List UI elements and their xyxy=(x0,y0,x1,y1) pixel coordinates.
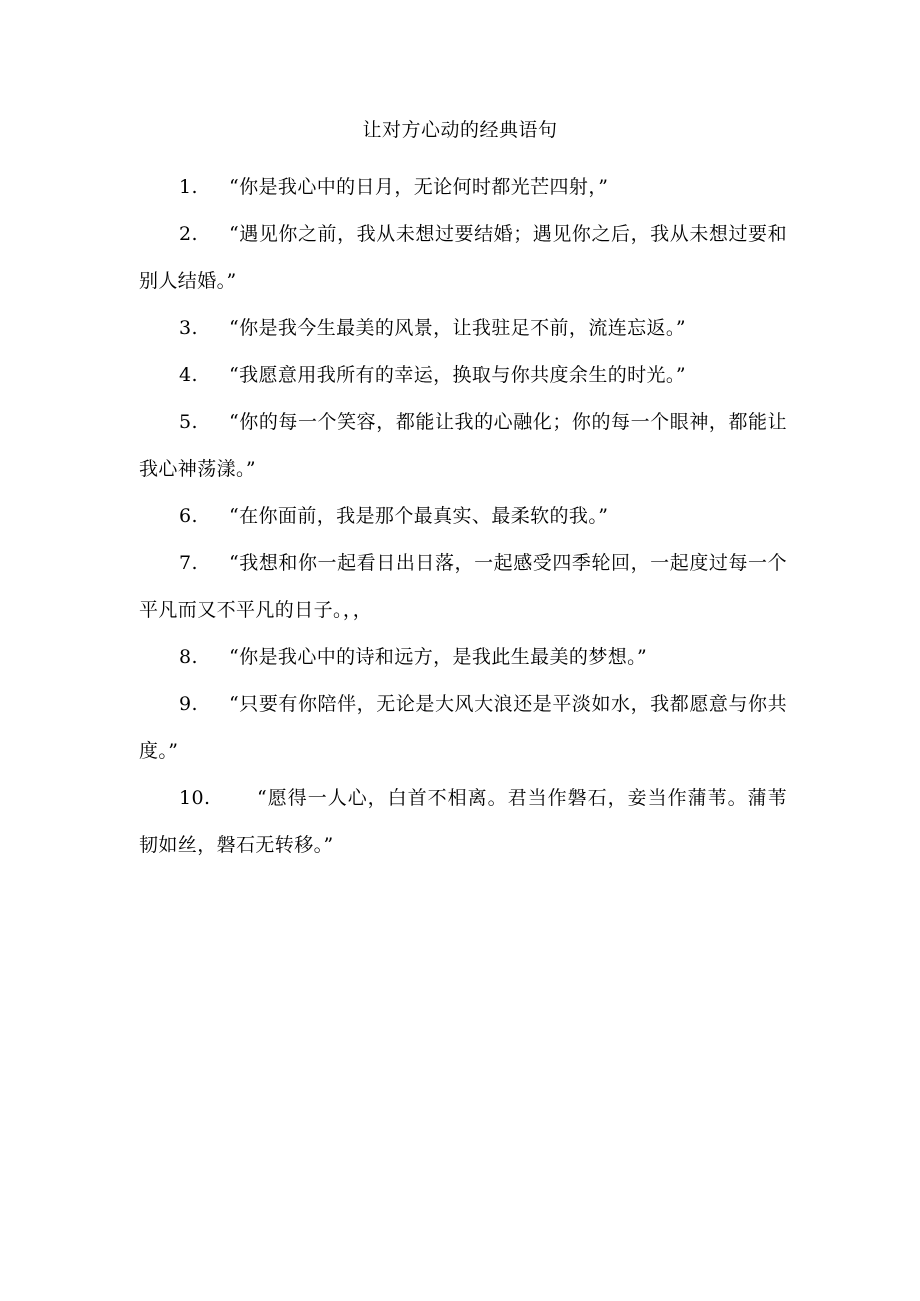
quote-number: 6. xyxy=(179,505,198,527)
quote-text: “我愿意用我所有的幸运，换取与你共度余生的时光。” xyxy=(229,364,686,386)
quote-text: “你的每一个笑容，都能让我的心融化；你的每一个眼神，都能让我心神荡漾。” xyxy=(139,411,787,480)
quote-number: 4. xyxy=(179,364,198,386)
quote-number: 2. xyxy=(179,223,198,245)
document-title: 让对方心动的经典语句 xyxy=(362,119,558,141)
quote-item xyxy=(139,305,787,352)
quote-item xyxy=(139,399,787,493)
quote-text: “我想和你一起看日出日落，一起感受四季轮回，一起度过每一个平凡而又不平凡的日子。，， xyxy=(139,552,787,621)
quote-list xyxy=(139,164,787,869)
quote-item xyxy=(139,681,787,775)
quote-number: 1. xyxy=(179,176,198,198)
quote-item xyxy=(139,352,787,399)
quote-number: 3. xyxy=(179,317,198,339)
quote-text: “愿得一人心，白首不相离。君当作磐石，妾当作蒲苇。蒲苇韧如丝，磐石无转移。” xyxy=(139,787,787,856)
quote-number: 10. xyxy=(179,787,211,809)
quote-item xyxy=(139,540,787,634)
quote-text: “遇见你之前，我从未想过要结婚；遇见你之后，我从未想过要和别人结婚。” xyxy=(139,223,787,292)
quote-number: 5. xyxy=(179,411,198,433)
quote-item xyxy=(139,775,787,869)
quote-item xyxy=(139,493,787,540)
quote-item xyxy=(139,164,787,211)
quote-text: “你是我心中的诗和远方，是我此生最美的梦想。” xyxy=(229,646,648,668)
quote-number: 9. xyxy=(179,693,198,715)
quote-item xyxy=(139,211,787,305)
quote-text: “你是我心中的日月，无论何时都光芒四射，” xyxy=(229,176,609,198)
quote-number: 8. xyxy=(179,646,198,668)
quote-text: “你是我今生最美的风景，让我驻足不前，流连忘返。” xyxy=(229,317,686,339)
quote-text: “只要有你陪伴，无论是大风大浪还是平淡如水，我都愿意与你共度。” xyxy=(139,693,787,762)
quote-text: “在你面前，我是那个最真实、最柔软的我。” xyxy=(229,505,609,527)
quote-item xyxy=(139,634,787,681)
quote-number: 7. xyxy=(179,552,198,574)
